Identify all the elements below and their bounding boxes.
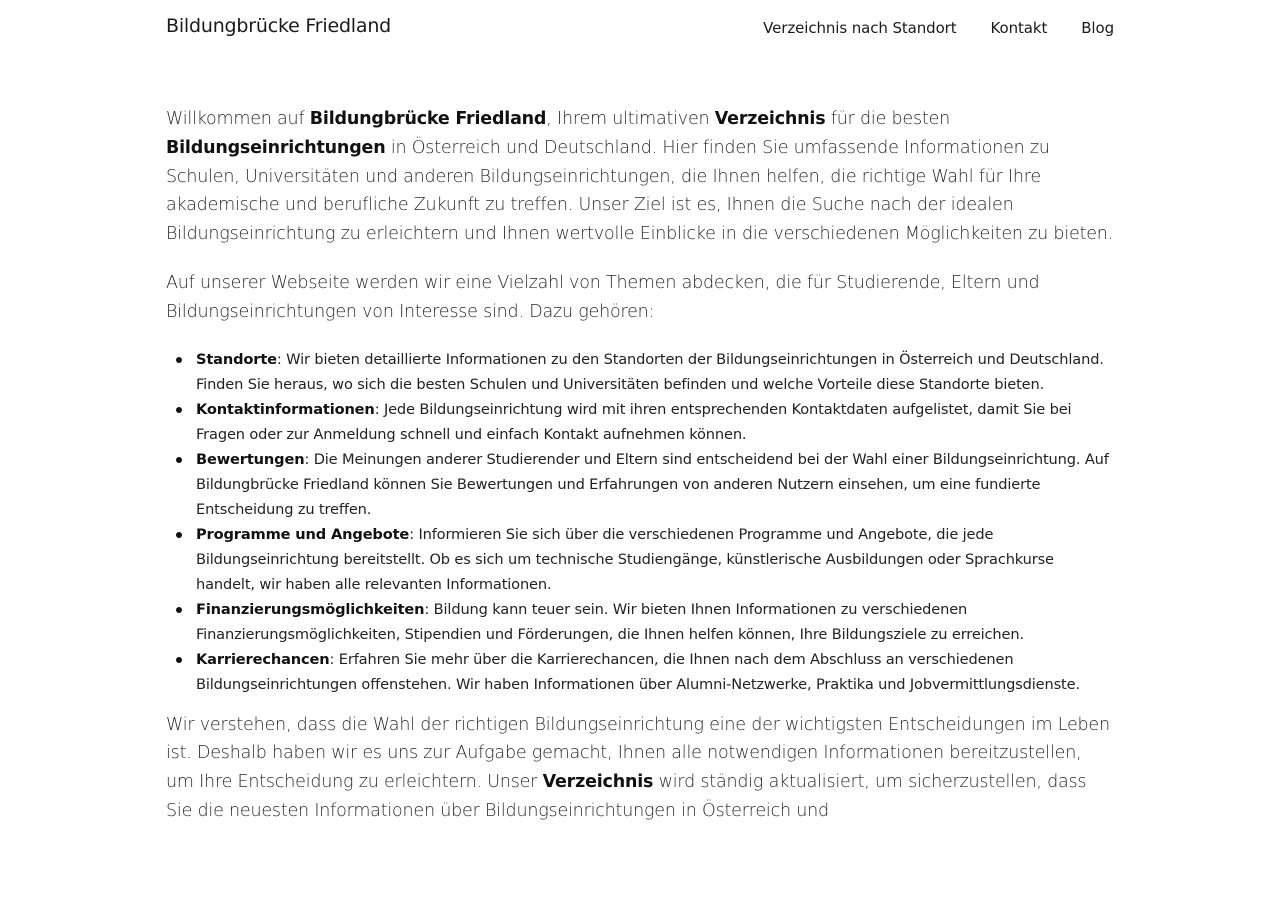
list-item-text: : Erfahren Sie mehr über die Karrierechancen, die Ihnen nach dem Abschluss an verschiedenen Bildungseinrichtungen offenstehen. Wir haben Informationen über Alumni-Netzwerke, Praktika und Jobvermittlungsdienste.	[196, 650, 1080, 693]
list-item-text: : Wir bieten detaillierte Informationen zu den Standorten der Bildungseinrichtungen in Österreich und Deutschland. Finden Sie heraus, wo sich die besten Schulen und Universitäten befinden und welche Vorteile diese Standorte bieten.	[196, 350, 1104, 393]
site-header	[166, 0, 1114, 60]
intro-text: Willkommen auf	[166, 109, 310, 129]
topics-list	[166, 347, 1114, 697]
list-item-finanzierungsmoeglichkeiten	[196, 597, 1114, 647]
intro-bold-verzeichnis: Verzeichnis	[714, 109, 826, 129]
list-item-title: Standorte	[196, 350, 277, 368]
list-item-bewertungen	[196, 447, 1114, 522]
bullet-icon	[176, 407, 182, 413]
topics-intro-paragraph: Auf unserer Webseite werden wir eine Vielzahl von Themen abdecken, die für Studierende, Eltern und Bildungseinrichtungen von Interesse sind. Dazu gehören:	[166, 272, 1040, 322]
main-content	[166, 60, 1114, 826]
closing-text: Wir verstehen, dass die Wahl der richtigen Bildungseinrichtung eine der wichtigsten Entscheidungen im Leben ist. Deshalb haben wir es uns zur Aufgabe gemacht, Ihnen alle notwendigen Informationen bereitzustellen, um Ihre Entscheidung zu erleichtern. Unser	[166, 714, 1110, 793]
bullet-icon	[176, 657, 182, 663]
closing-paragraph	[166, 711, 1114, 826]
list-item-kontaktinformationen	[196, 397, 1114, 447]
bullet-icon	[176, 357, 182, 363]
list-item-title: Finanzierungsmöglichkeiten	[196, 600, 425, 618]
bullet-icon	[176, 532, 182, 538]
list-item-title: Karrierechancen	[196, 650, 330, 668]
list-item-title: Programme und Angebote	[196, 525, 410, 543]
list-item-text: : Bildung kann teuer sein. Wir bieten Ihnen Informationen zu verschiedenen Finanzierungsmöglichkeiten, Stipendien und Förderungen, die Ihnen helfen können, Ihre Bildungsziele zu erreichen.	[196, 600, 1024, 643]
bullet-icon	[176, 457, 182, 463]
nav-link-blog[interactable]: Blog	[1081, 19, 1114, 37]
list-item-programme-und-angebote	[196, 522, 1114, 597]
nav-link-verzeichnis-nach-standort[interactable]: Verzeichnis nach Standort	[763, 19, 957, 37]
site-brand-link[interactable]: Bildungbrücke Friedland	[166, 15, 392, 37]
list-item-text: : Die Meinungen anderer Studierender und Eltern sind entscheidend bei der Wahl einer Bildungseinrichtung. Auf Bildungbrücke Friedland können Sie Bewertungen und Erfahrungen von anderen Nutzern einsehen, um eine fundierte Entscheidung zu treffen.	[196, 450, 1109, 518]
intro-bold-site-name: Bildungbrücke Friedland	[309, 109, 547, 129]
list-item-title: Bewertungen	[196, 450, 305, 468]
closing-bold-verzeichnis: Verzeichnis	[542, 772, 654, 793]
intro-paragraph	[166, 105, 1114, 249]
nav-link-kontakt[interactable]: Kontakt	[990, 19, 1048, 37]
intro-text: , Ihrem ultimativen	[546, 109, 715, 129]
list-item-standorte	[196, 347, 1114, 397]
intro-bold-bildungseinrichtungen: Bildungseinrichtungen	[166, 137, 386, 158]
list-item-title: Kontaktinformationen	[196, 400, 375, 418]
page-wrapper	[166, 0, 1114, 826]
closing-text: wird ständig aktualisiert, um sicherzustellen, dass Sie die neuesten Informationen über Bildungseinrichtungen in Österreich und	[166, 772, 1087, 821]
list-item-text: : Jede Bildungseinrichtung wird mit ihren entsprechenden Kontaktdaten aufgelistet, damit Sie bei Fragen oder zur Anmeldung schnell und einfach Kontakt aufnehmen können.	[196, 400, 1072, 443]
bullet-icon	[176, 607, 182, 613]
intro-text: in Österreich und Deutschland. Hier finden Sie umfassende Informationen zu Schulen, Universitäten und anderen Bildungseinrichtungen, die Ihnen helfen, die richtige Wahl für Ihre akademische und berufliche Zukunft zu treffen. Unser Ziel ist es, Ihnen die Suche nach der idealen Bildungseinrichtung zu erleichtern und Ihnen wertvolle Einblicke in die verschiedenen Möglichkeiten zu bieten.	[166, 137, 1114, 245]
main-nav	[763, 19, 1114, 37]
list-item-text: : Informieren Sie sich über die verschiedenen Programme und Angebote, die jede Bildungseinrichtung bereitstellt. Ob es sich um technische Studiengänge, künstlerische Ausbildungen oder Sprachkurse handelt, wir haben alle relevanten Informationen.	[196, 525, 1054, 593]
intro-text: für die besten	[825, 109, 951, 129]
list-item-karrierechancen	[196, 647, 1114, 697]
